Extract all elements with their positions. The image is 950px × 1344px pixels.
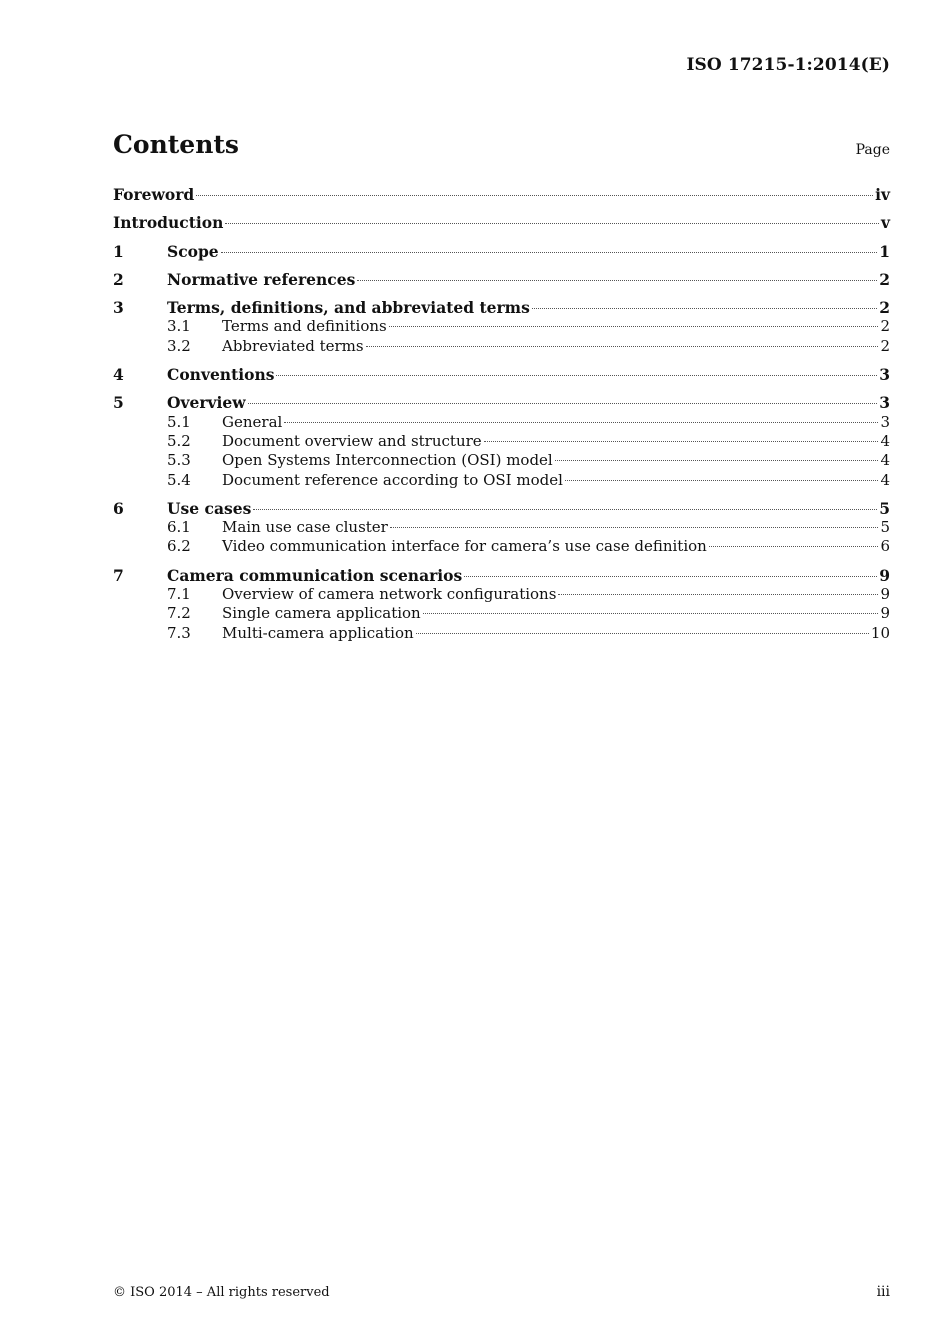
toc-entry-number: 3 [113, 298, 124, 318]
toc-entry-title[interactable]: Camera communication scenarios [167, 565, 463, 585]
toc-entry-number: 2 [113, 269, 124, 289]
dot-leader [532, 308, 877, 309]
toc-entry-number: 7.1 [167, 585, 191, 604]
toc-entry-title[interactable]: Document overview and structure [222, 431, 482, 450]
toc-entry-title[interactable]: Scope [167, 241, 219, 261]
toc-entry-page: 1 [879, 241, 890, 261]
dot-leader [276, 375, 877, 376]
toc-entry-page: 2 [879, 298, 890, 318]
toc-entry[interactable] [113, 270, 890, 289]
toc-entry-number: 5 [113, 393, 124, 413]
toc-entry-number: 7.3 [167, 623, 191, 642]
toc-entry[interactable] [113, 499, 890, 518]
toc-entry-number: 5.4 [167, 470, 191, 489]
toc-entry-page: 9 [880, 604, 890, 623]
toc-entry-title[interactable]: Use cases [167, 498, 252, 518]
toc-subentry[interactable] [113, 624, 890, 643]
toc-entry-number: 5.2 [167, 431, 191, 450]
toc-entry-number: 7.2 [167, 604, 191, 623]
table-of-contents [113, 185, 890, 643]
toc-subentry[interactable] [113, 451, 890, 470]
dot-leader [196, 195, 873, 196]
copyright-notice: © ISO 2014 – All rights reserved [113, 1285, 330, 1300]
toc-entry-number: 6.2 [167, 537, 191, 556]
toc-entry-page: v [880, 213, 890, 233]
toc-entry-number: 6 [113, 498, 124, 518]
toc-entry[interactable] [113, 393, 890, 412]
toc-entry-page: 3 [879, 393, 890, 413]
toc-entry-title[interactable]: Video communication interface for camera’s use case definition [222, 537, 707, 556]
page-number: iii [876, 1284, 890, 1300]
dot-leader [389, 326, 879, 327]
toc-subentry[interactable] [113, 413, 890, 432]
toc-entry-number: 3.1 [167, 317, 191, 336]
dot-leader [423, 613, 879, 614]
toc-subentry[interactable] [113, 518, 890, 537]
toc-entry-title[interactable]: Terms and definitions [222, 317, 387, 336]
toc-subentry[interactable] [113, 471, 890, 490]
dot-leader [221, 252, 878, 253]
toc-entry-title[interactable]: Conventions [167, 365, 275, 385]
toc-entry-number: 5.1 [167, 412, 191, 431]
toc-entry-title[interactable]: Abbreviated terms [222, 336, 364, 355]
toc-entry-title[interactable]: Introduction [113, 213, 224, 233]
toc-entry-title[interactable]: Terms, definitions, and abbreviated terms [167, 298, 530, 318]
toc-entry-page: 4 [880, 451, 890, 470]
dot-leader [484, 441, 879, 442]
toc-entry[interactable] [113, 242, 890, 261]
dot-leader [464, 576, 877, 577]
toc-entry[interactable] [113, 185, 890, 204]
toc-entry-page: iv [875, 185, 890, 204]
toc-subentry[interactable] [113, 337, 890, 356]
toc-entry-page: 10 [870, 623, 890, 642]
toc-entry-title[interactable]: Foreword [113, 185, 195, 204]
dot-leader [390, 527, 879, 528]
toc-entry-title[interactable]: Document reference according to OSI model [222, 470, 563, 489]
dot-leader [555, 460, 879, 461]
toc-subentry[interactable] [113, 537, 890, 556]
toc-entry-page: 2 [880, 317, 890, 336]
toc-entry-page: 9 [880, 585, 890, 604]
toc-entry-number: 7 [113, 565, 124, 585]
toc-entry-page: 5 [879, 498, 890, 518]
dot-leader [709, 546, 879, 547]
toc-entry-title[interactable]: Overview of camera network configurations [222, 585, 557, 604]
toc-entry-title[interactable]: Open Systems Interconnection (OSI) model [222, 451, 553, 470]
toc-entry-number: 1 [113, 241, 124, 261]
toc-entry-page: 4 [880, 470, 890, 489]
toc-entry-number: 6.1 [167, 518, 191, 537]
toc-entry-page: 5 [880, 518, 890, 537]
toc-subentry[interactable] [113, 604, 890, 623]
toc-entry-number: 4 [113, 365, 124, 385]
toc-entry-title[interactable]: Main use case cluster [222, 518, 388, 537]
dot-leader [366, 346, 879, 347]
dot-leader [225, 223, 879, 224]
page-column-label: Page [855, 142, 890, 158]
toc-subentry[interactable] [113, 317, 890, 336]
toc-entry-title[interactable]: Normative references [167, 269, 356, 289]
dot-leader [248, 403, 878, 404]
dot-leader [558, 594, 878, 595]
toc-entry-page: 2 [880, 336, 890, 355]
toc-entry[interactable] [113, 213, 890, 232]
toc-entry-page: 9 [879, 565, 890, 585]
toc-entry-page: 3 [880, 412, 890, 431]
dot-leader [416, 633, 869, 634]
toc-subentry[interactable] [113, 432, 890, 451]
toc-entry-page: 2 [879, 269, 890, 289]
toc-entry-number: 5.3 [167, 451, 191, 470]
toc-entry-page: 3 [879, 365, 890, 385]
toc-entry-title[interactable]: Overview [167, 393, 246, 413]
page-title: Contents [113, 130, 240, 159]
toc-entry[interactable] [113, 365, 890, 384]
toc-entry-number: 3.2 [167, 336, 191, 355]
dot-leader [253, 509, 877, 510]
toc-subentry[interactable] [113, 585, 890, 604]
toc-entry[interactable] [113, 298, 890, 317]
toc-entry-title[interactable]: General [222, 412, 283, 431]
toc-entry[interactable] [113, 566, 890, 585]
toc-entry-title[interactable]: Multi-camera application [222, 623, 414, 642]
toc-entry-page: 6 [880, 537, 890, 556]
dot-leader [284, 422, 878, 423]
toc-entry-title[interactable]: Single camera application [222, 604, 421, 623]
toc-entry-page: 4 [880, 431, 890, 450]
document-id: ISO 17215-1:2014(E) [686, 55, 890, 75]
dot-leader [357, 280, 877, 281]
dot-leader [565, 480, 879, 481]
